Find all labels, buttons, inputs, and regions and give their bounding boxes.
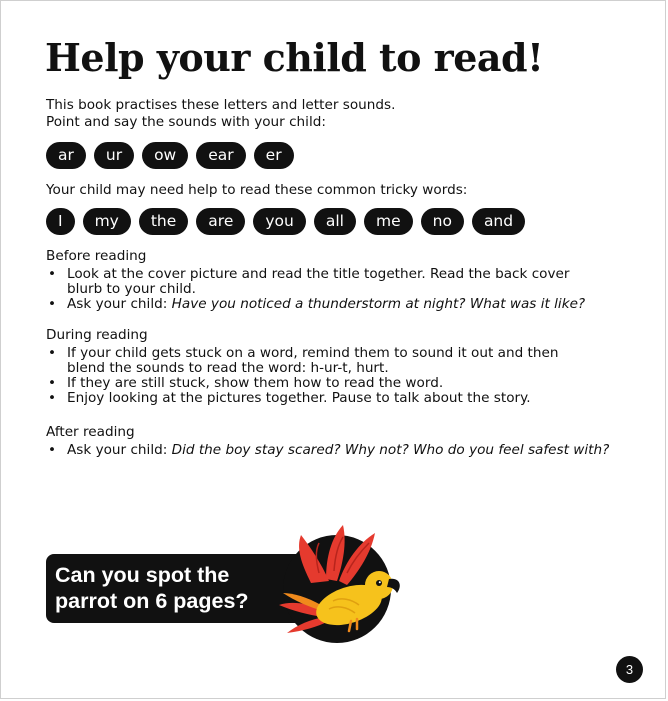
sound-pill: ur bbox=[94, 142, 134, 169]
parrot-badge bbox=[271, 513, 411, 653]
list-item-text: Ask your child: bbox=[67, 296, 172, 312]
list-item-text: blurb to your child. bbox=[67, 281, 197, 297]
list-item-text: Ask your child: bbox=[67, 442, 172, 458]
tricky-word-pill: no bbox=[421, 208, 464, 235]
list-item-question: Did the boy stay scared? Why not? Who do you feel safest with? bbox=[171, 442, 610, 458]
sound-pills bbox=[46, 142, 294, 169]
sound-pill: ear bbox=[196, 142, 245, 169]
sound-pill: ar bbox=[46, 142, 86, 169]
list-item-question: Have you noticed a thunderstorm at night? What was it like? bbox=[171, 296, 586, 312]
spot-line-2: parrot on 6 pages? bbox=[55, 589, 249, 613]
before-reading-heading: Before reading bbox=[46, 248, 147, 264]
tricky-word-pill: you bbox=[253, 208, 305, 235]
list-item bbox=[46, 376, 558, 391]
intro-line-1: This book practises these letters and letter sounds. bbox=[46, 97, 396, 113]
tricky-word-pill: me bbox=[364, 208, 413, 235]
spot-line-1: Can you spot the bbox=[55, 563, 230, 587]
parrot-icon bbox=[271, 513, 411, 653]
tricky-word-pills bbox=[46, 208, 525, 235]
intro-line-2: Point and say the sounds with your child: bbox=[46, 114, 326, 130]
tricky-word-pill: are bbox=[196, 208, 245, 235]
tricky-word-pill: my bbox=[83, 208, 131, 235]
tricky-word-pill: and bbox=[472, 208, 525, 235]
list-item-text: If they are still stuck, show them how to read the word. bbox=[67, 375, 444, 391]
list-item bbox=[46, 346, 558, 376]
during-reading-list bbox=[46, 346, 558, 406]
page-number: 3 bbox=[616, 656, 643, 683]
list-item-text: If your child gets stuck on a word, remind them to sound it out and then bbox=[67, 345, 559, 361]
list-item bbox=[46, 443, 609, 458]
after-reading-heading: After reading bbox=[46, 424, 135, 440]
tricky-word-pill: the bbox=[139, 208, 188, 235]
list-item bbox=[46, 267, 585, 297]
during-reading-heading: During reading bbox=[46, 327, 148, 343]
tricky-intro: Your child may need help to read these common tricky words: bbox=[46, 182, 468, 198]
page-title: Help your child to read! bbox=[45, 35, 544, 80]
after-reading-list bbox=[46, 443, 609, 458]
before-reading-list bbox=[46, 267, 585, 312]
list-item bbox=[46, 391, 558, 406]
sound-pill: er bbox=[254, 142, 294, 169]
sound-pill: ow bbox=[142, 142, 188, 169]
list-item bbox=[46, 297, 585, 312]
tricky-word-pill: I bbox=[46, 208, 75, 235]
tricky-word-pill: all bbox=[314, 208, 356, 235]
list-item-text: blend the sounds to read the word: h-ur-t, hurt. bbox=[67, 360, 389, 376]
list-item-text: Look at the cover picture and read the title together. Read the back cover bbox=[67, 266, 570, 282]
list-item-text: Enjoy looking at the pictures together. Pause to talk about the story. bbox=[67, 390, 531, 406]
